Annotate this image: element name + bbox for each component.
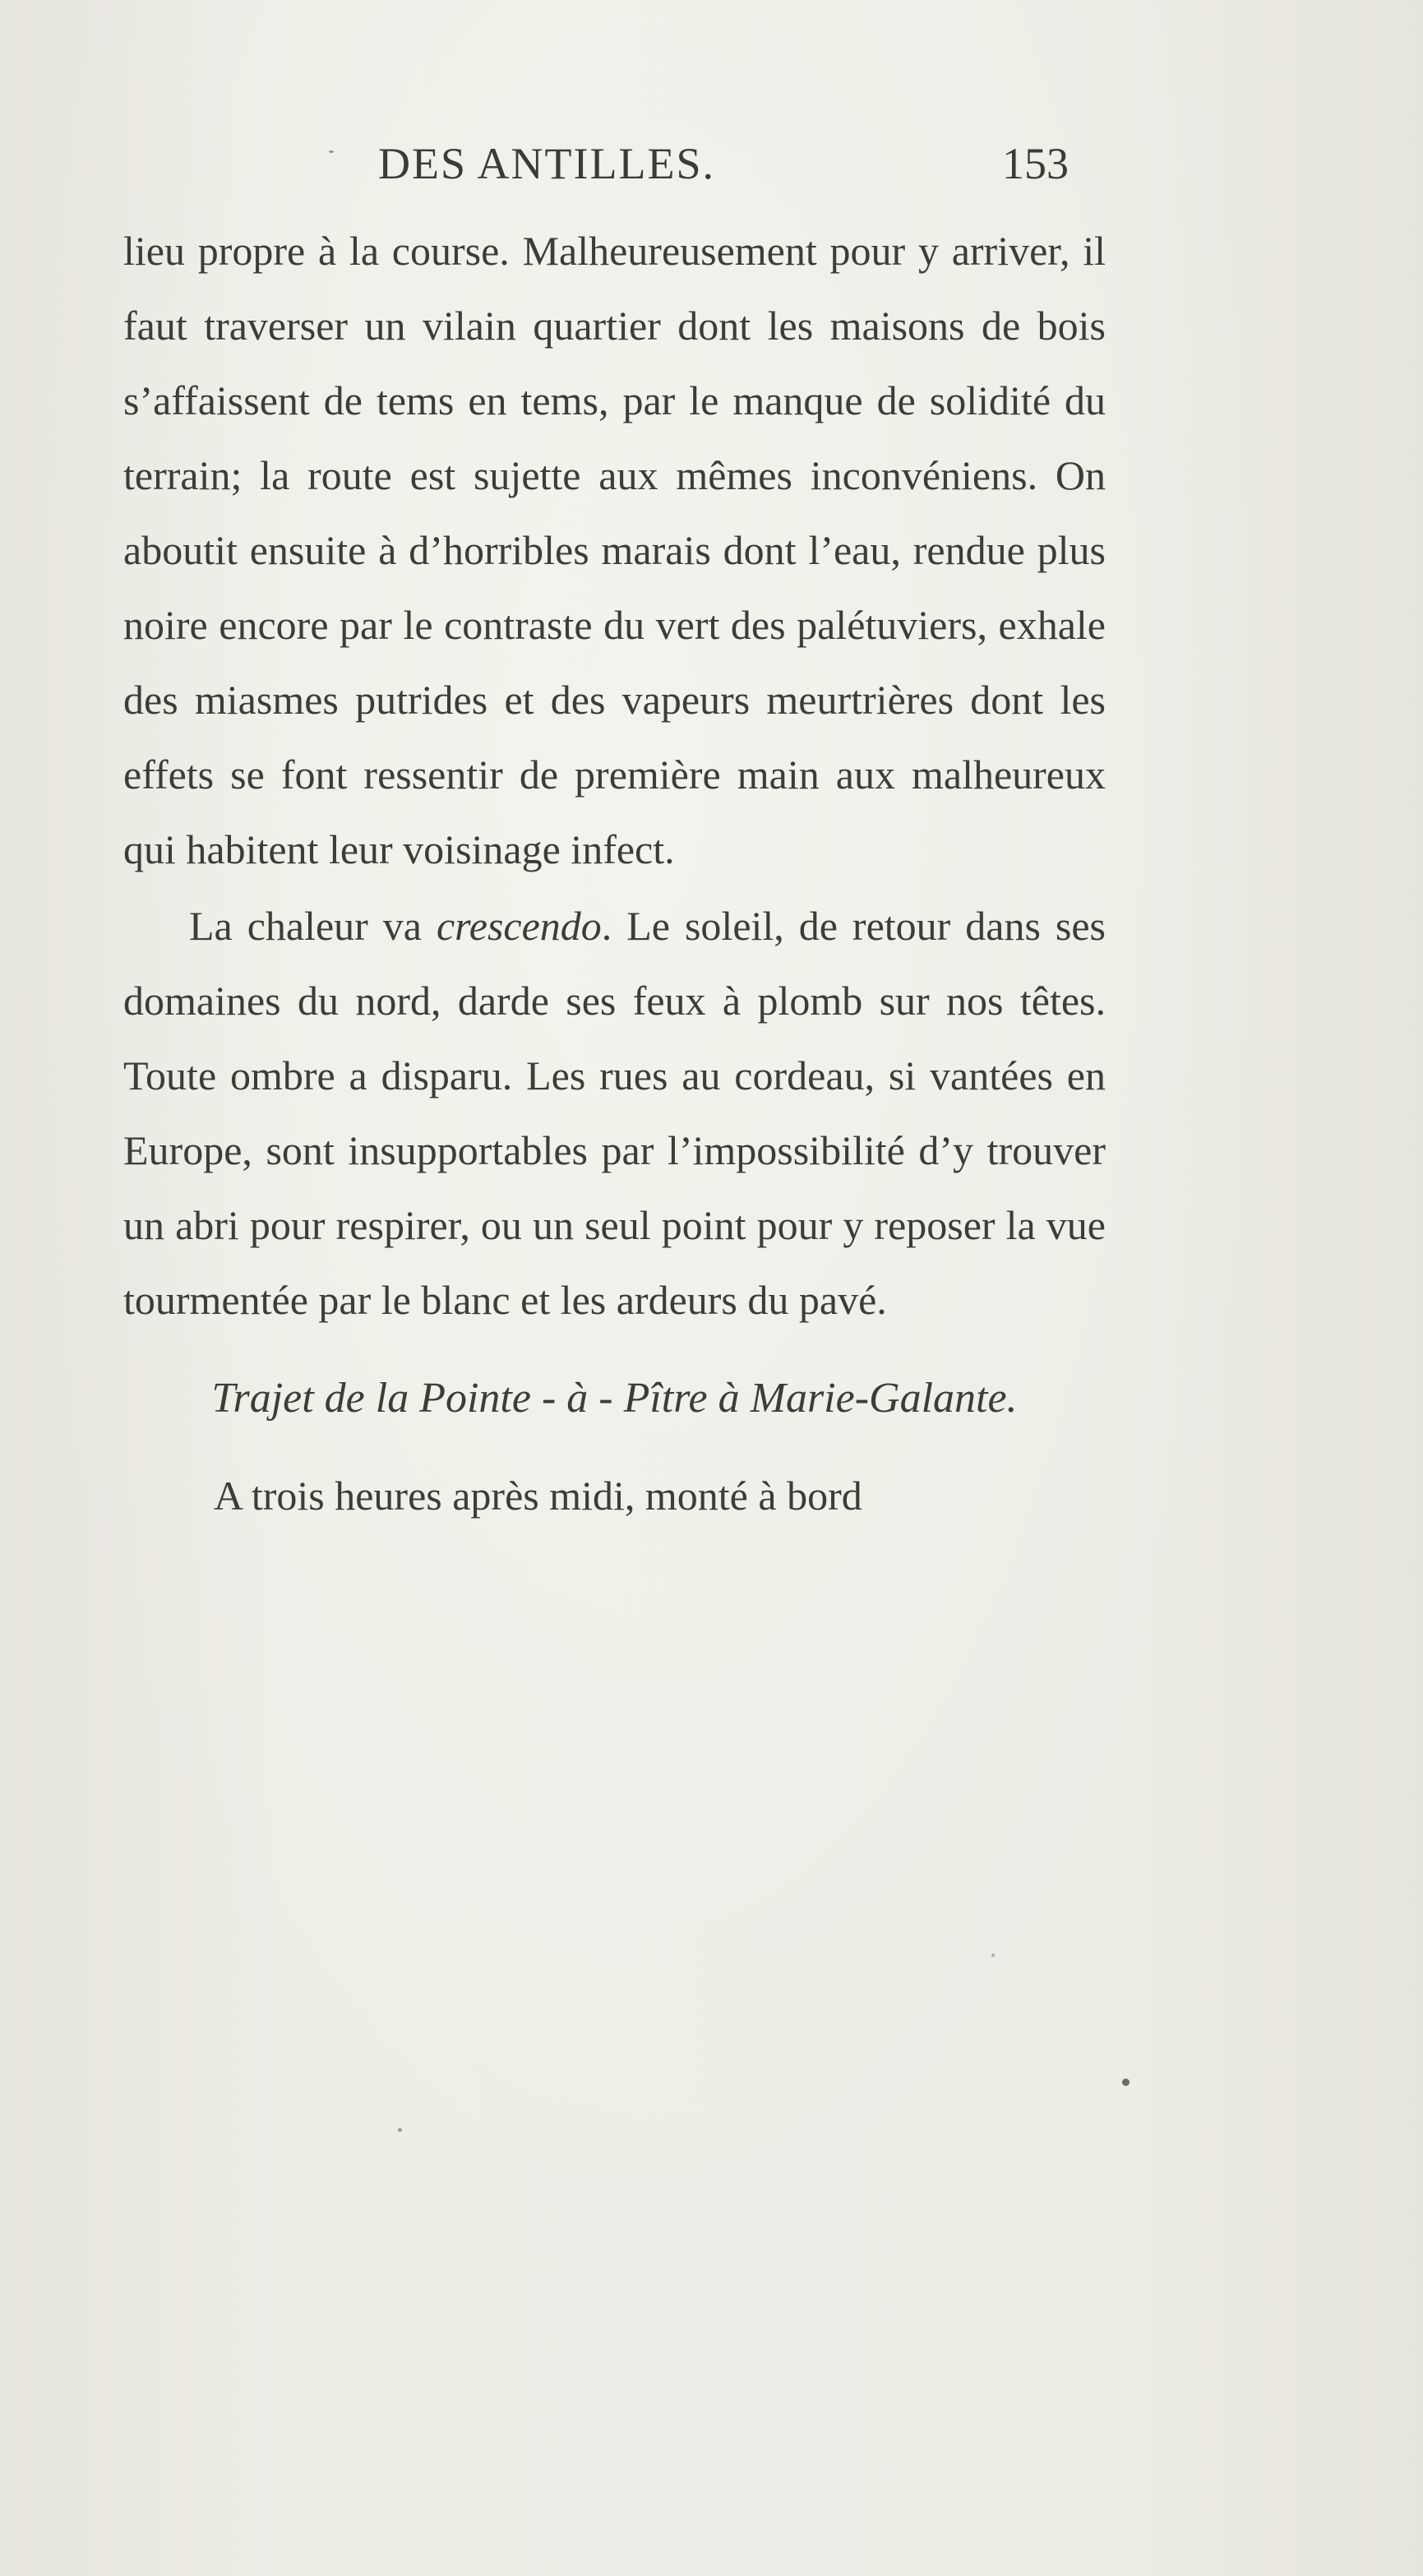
paragraph-2-start: La chaleur va — [189, 903, 422, 949]
body-text — [123, 214, 1106, 1533]
paper-speck — [398, 2128, 402, 2132]
paper-speck — [1122, 2079, 1130, 2086]
paragraph-1: lieu propre à la course. Malheureusement pour y arriver, il faut traverser un vilain quartier dont les maisons de bois s’affaissent de tems en tems, par le manque de solidité du terrain; la route est sujette aux mêmes inconvéniens. On aboutit ensuite à d’horribles marais dont l’eau, rendue plus noire encore par le contraste du vert des palétuviers, exhale des miasmes putrides et des vapeurs meurtrières dont les effets se font ressentir de première main aux malheureux qui habitent leur voisinage infect. — [123, 228, 1106, 872]
paper-speck — [991, 1954, 995, 1957]
section-subheading: Trajet de la Pointe - à - Pître à Marie-Galante. — [211, 1375, 1018, 1422]
running-title: DES ANTILLES. — [378, 139, 715, 188]
page-header — [123, 138, 1069, 196]
page-number: 153 — [1002, 139, 1069, 188]
paragraph-2-rest: . Le soleil, de retour dans ses domaines du nord, darde ses feux à plomb sur nos têtes. Toute ombre a disparu. Les rues au cordeau, si vantées en Europe, sont insupportables par l’impossibilité d’y trouver un abri pour respirer, ou un seul point pour y reposer la vue tourmentée par le blanc et les ardeurs du pavé. — [123, 903, 1106, 1323]
italic-word: crescendo — [436, 903, 602, 949]
paragraph-3: A trois heures après midi, monté à bord — [214, 1473, 862, 1519]
paragraph-2 — [123, 889, 1106, 1338]
